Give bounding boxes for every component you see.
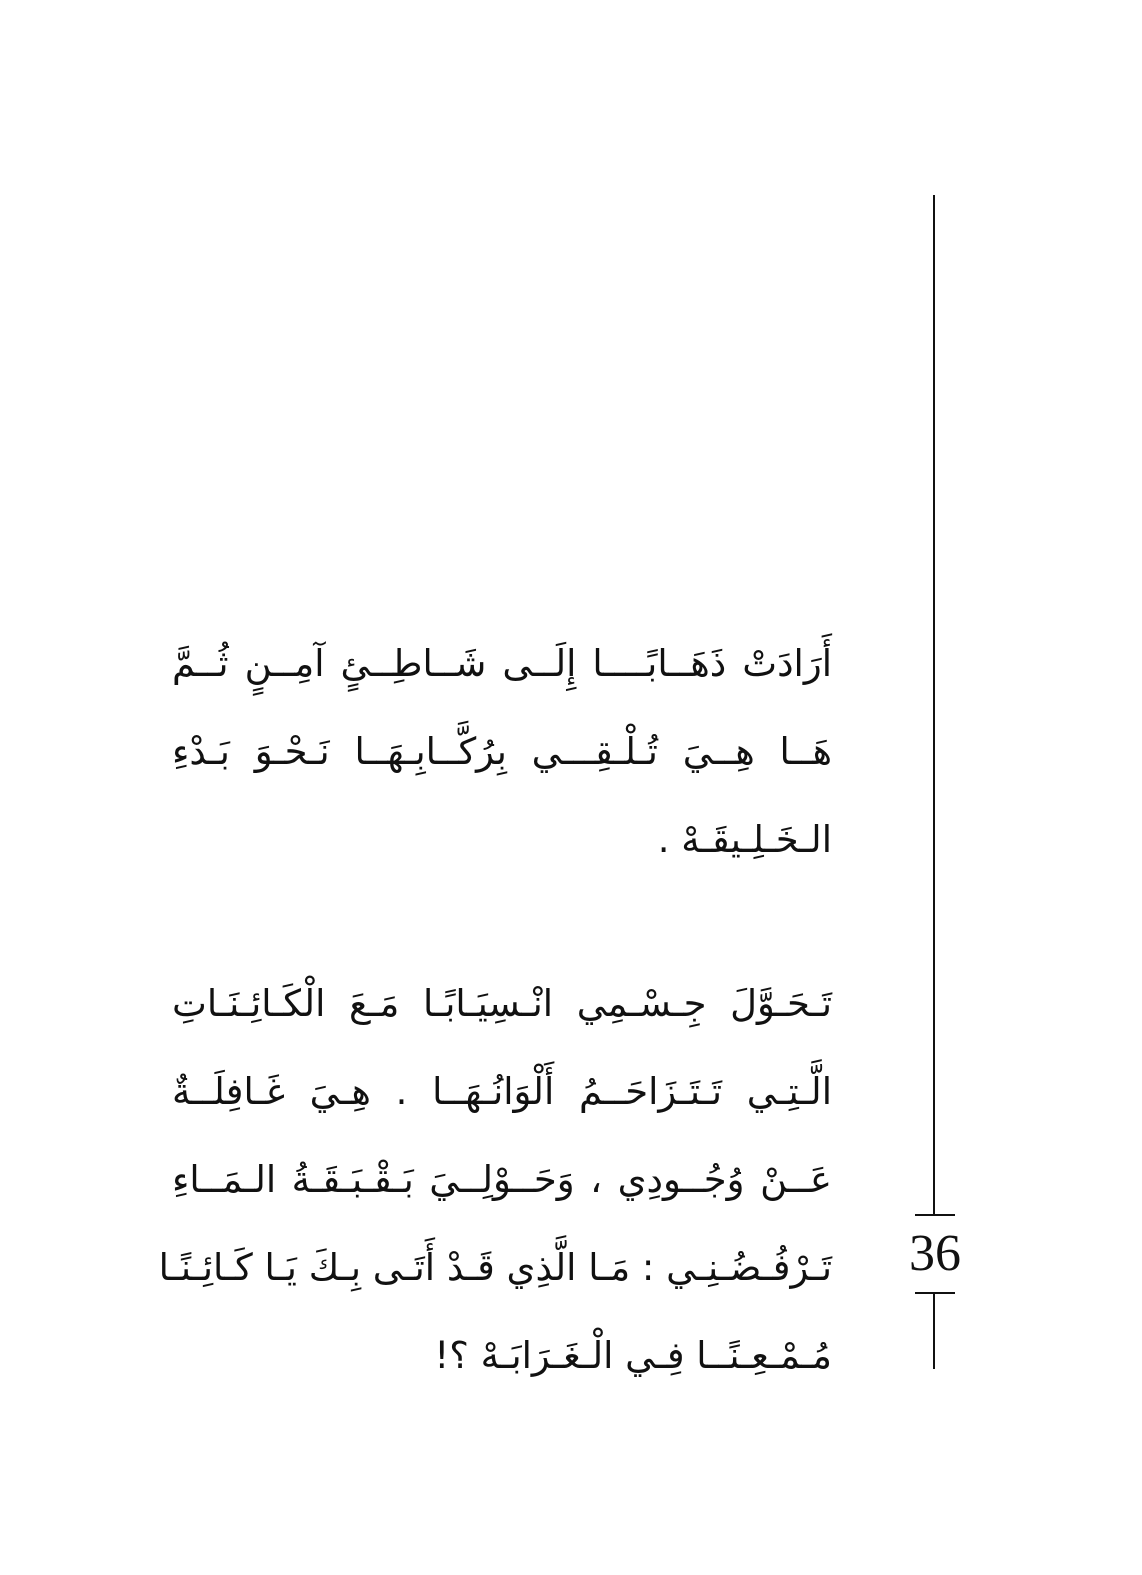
text-line: الَّـتِـي تَـتَـزَاحَــمُ أَلْوَانُـهَــا . هِـيَ غَـافِلَــةٌ [172,1070,832,1113]
text-line: مُـمْـعِـنًــا فِـي الْـغَـرَابَـهْ ؟! [434,1334,832,1377]
paragraph-1 [172,620,832,884]
text-line: الـخَـلِـيقَـهْ . [657,818,832,861]
text-line: عَــنْ وُجُــودِي ، وَحَــوْلِــيَ بَـقْـبَـقَـةُ الـمَــاءِ [172,1158,832,1201]
paragraph-2 [158,960,832,1400]
page-number-tick-bottom [915,1292,955,1294]
text-line: هَــا هِــيَ تُـلْـقِـــي بِرُكَّــابِـهَــا نَـحْـوَ بَـدْءِ [172,730,832,773]
page-number: 36 [909,1225,961,1282]
margin-rule-bottom [933,1294,935,1369]
text-line: أَرَادَتْ ذَهَــابًــــا إِلَــى شَــاطِــئٍ آمِــنٍ ثُــمَّ [172,642,832,685]
text-line: تَـحَـوَّلَ جِـسْـمِي انْـسِيَـابًـا مَـعَ الْكَـائِـنَـاتِ [172,982,832,1025]
text-line: تَـرْفُـضُـنِـي : مَـا الَّذِي قَـدْ أَتَـى بِـكَ يَـا كَـائِـنًـا [158,1246,832,1289]
page-number-tick-top [915,1214,955,1216]
margin-rule-top [933,195,935,1214]
